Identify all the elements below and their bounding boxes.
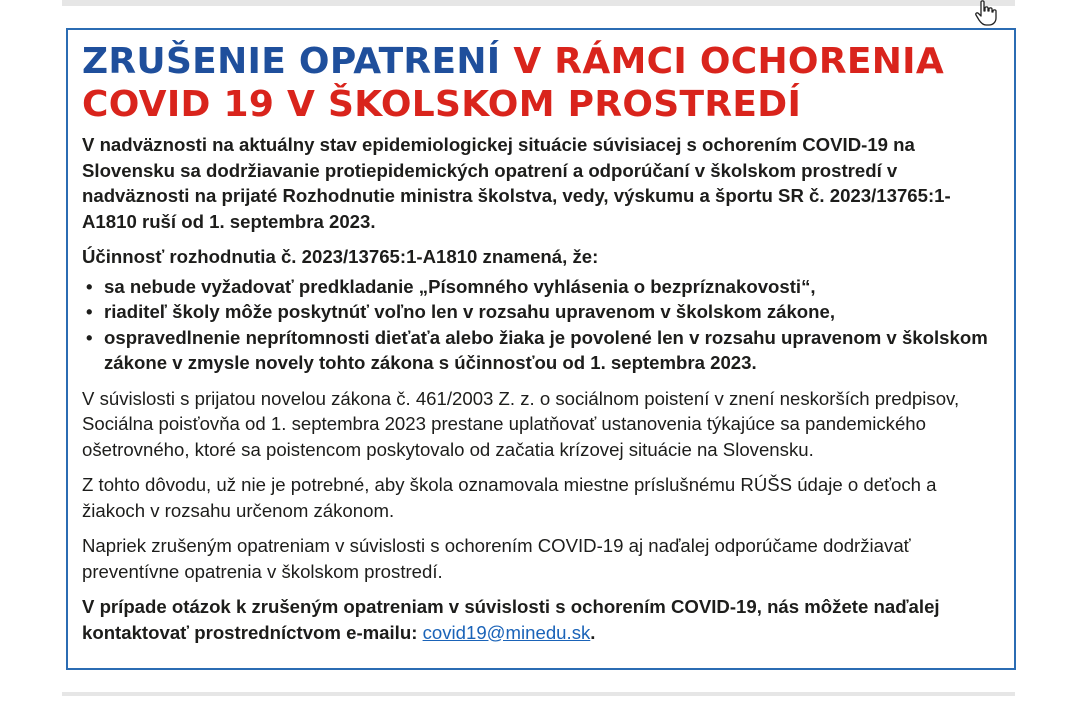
list-item: • ospravedlnenie neprítomnosti dieťaťa alebo žiaka je povolené len v rozsahu upravenom v školskom zákone v zmysle novely tohto zákona s účinnosťou od 1. septembra 2023. [82,325,998,376]
title-red-line1: V RÁMCI OCHORENIA [513,41,945,82]
decision-heading: Účinnosť rozhodnutia č. 2023/13765:1-A1810 znamená, že: [82,246,599,267]
russ-paragraph: Z tohto dôvodu, už nie je potrebné, aby škola oznamovala miestne príslušnému RÚŠS údaje o deťoch a žiakoch v rozsahu určenom zákonom. [82,474,937,521]
bottom-divider [62,692,1015,696]
intro-paragraph: V nadväznosti na aktuálny stav epidemiologickej situácie súvisiacej s ochorením COVID-19 na Slovensku sa dodržiavanie protiepidemických opatrení a odporúčaní v školskom prostredí v nadväznosti na prijaté Rozhodnutie ministra školstva, vedy, výskumu a športu SR č. 2023/13765:1-A1810 ruší od 1. septembra 2023. [82,134,951,232]
list-item: • sa nebude vyžadovať predkladanie „Písomného vyhlásenia o bezpríznakovosti“, [82,274,998,300]
title-blue: ZRUŠENIE OPATRENÍ [82,41,501,82]
list-item: • riaditeľ školy môže poskytnúť voľno len v rozsahu upravenom v školskom zákone, [82,299,998,325]
notice-title [82,40,998,126]
hand-pointer-icon [972,0,1002,26]
decision-bullet-list [82,274,998,376]
contact-end: . [590,621,596,643]
title-red-line2: COVID 19 V ŠKOLSKOM PROSTREDÍ [82,84,802,125]
contact-paragraph [82,594,998,645]
covid-notice-box [66,28,1016,670]
insurance-paragraph: V súvislosti s prijatou novelou zákona č. 461/2003 Z. z. o sociálnom poistení v znení neskorších predpisov, Sociálna poisťovňa od 1. septembra 2023 prestane uplatňovať ustanovenia týkajúce sa pandemického ošetrovného, ktoré sa poistencom poskytovalo od začatia krízovej situácie na Slovensku. [82,387,960,460]
contact-text: V prípade otázok k zrušeným opatreniam v súvislosti s ochorením COVID-19, nás môžete naďalej kontaktovať prostredníctvom e-mailu: [82,596,940,643]
contact-email-link[interactable]: covid19@minedu.sk [422,621,591,643]
preventive-paragraph: Napriek zrušeným opatreniam v súvislosti s ochorením COVID-19 aj naďalej odporúčame dodržiavať preventívne opatrenia v školskom prostredí. [82,535,911,582]
top-divider [62,0,1015,6]
